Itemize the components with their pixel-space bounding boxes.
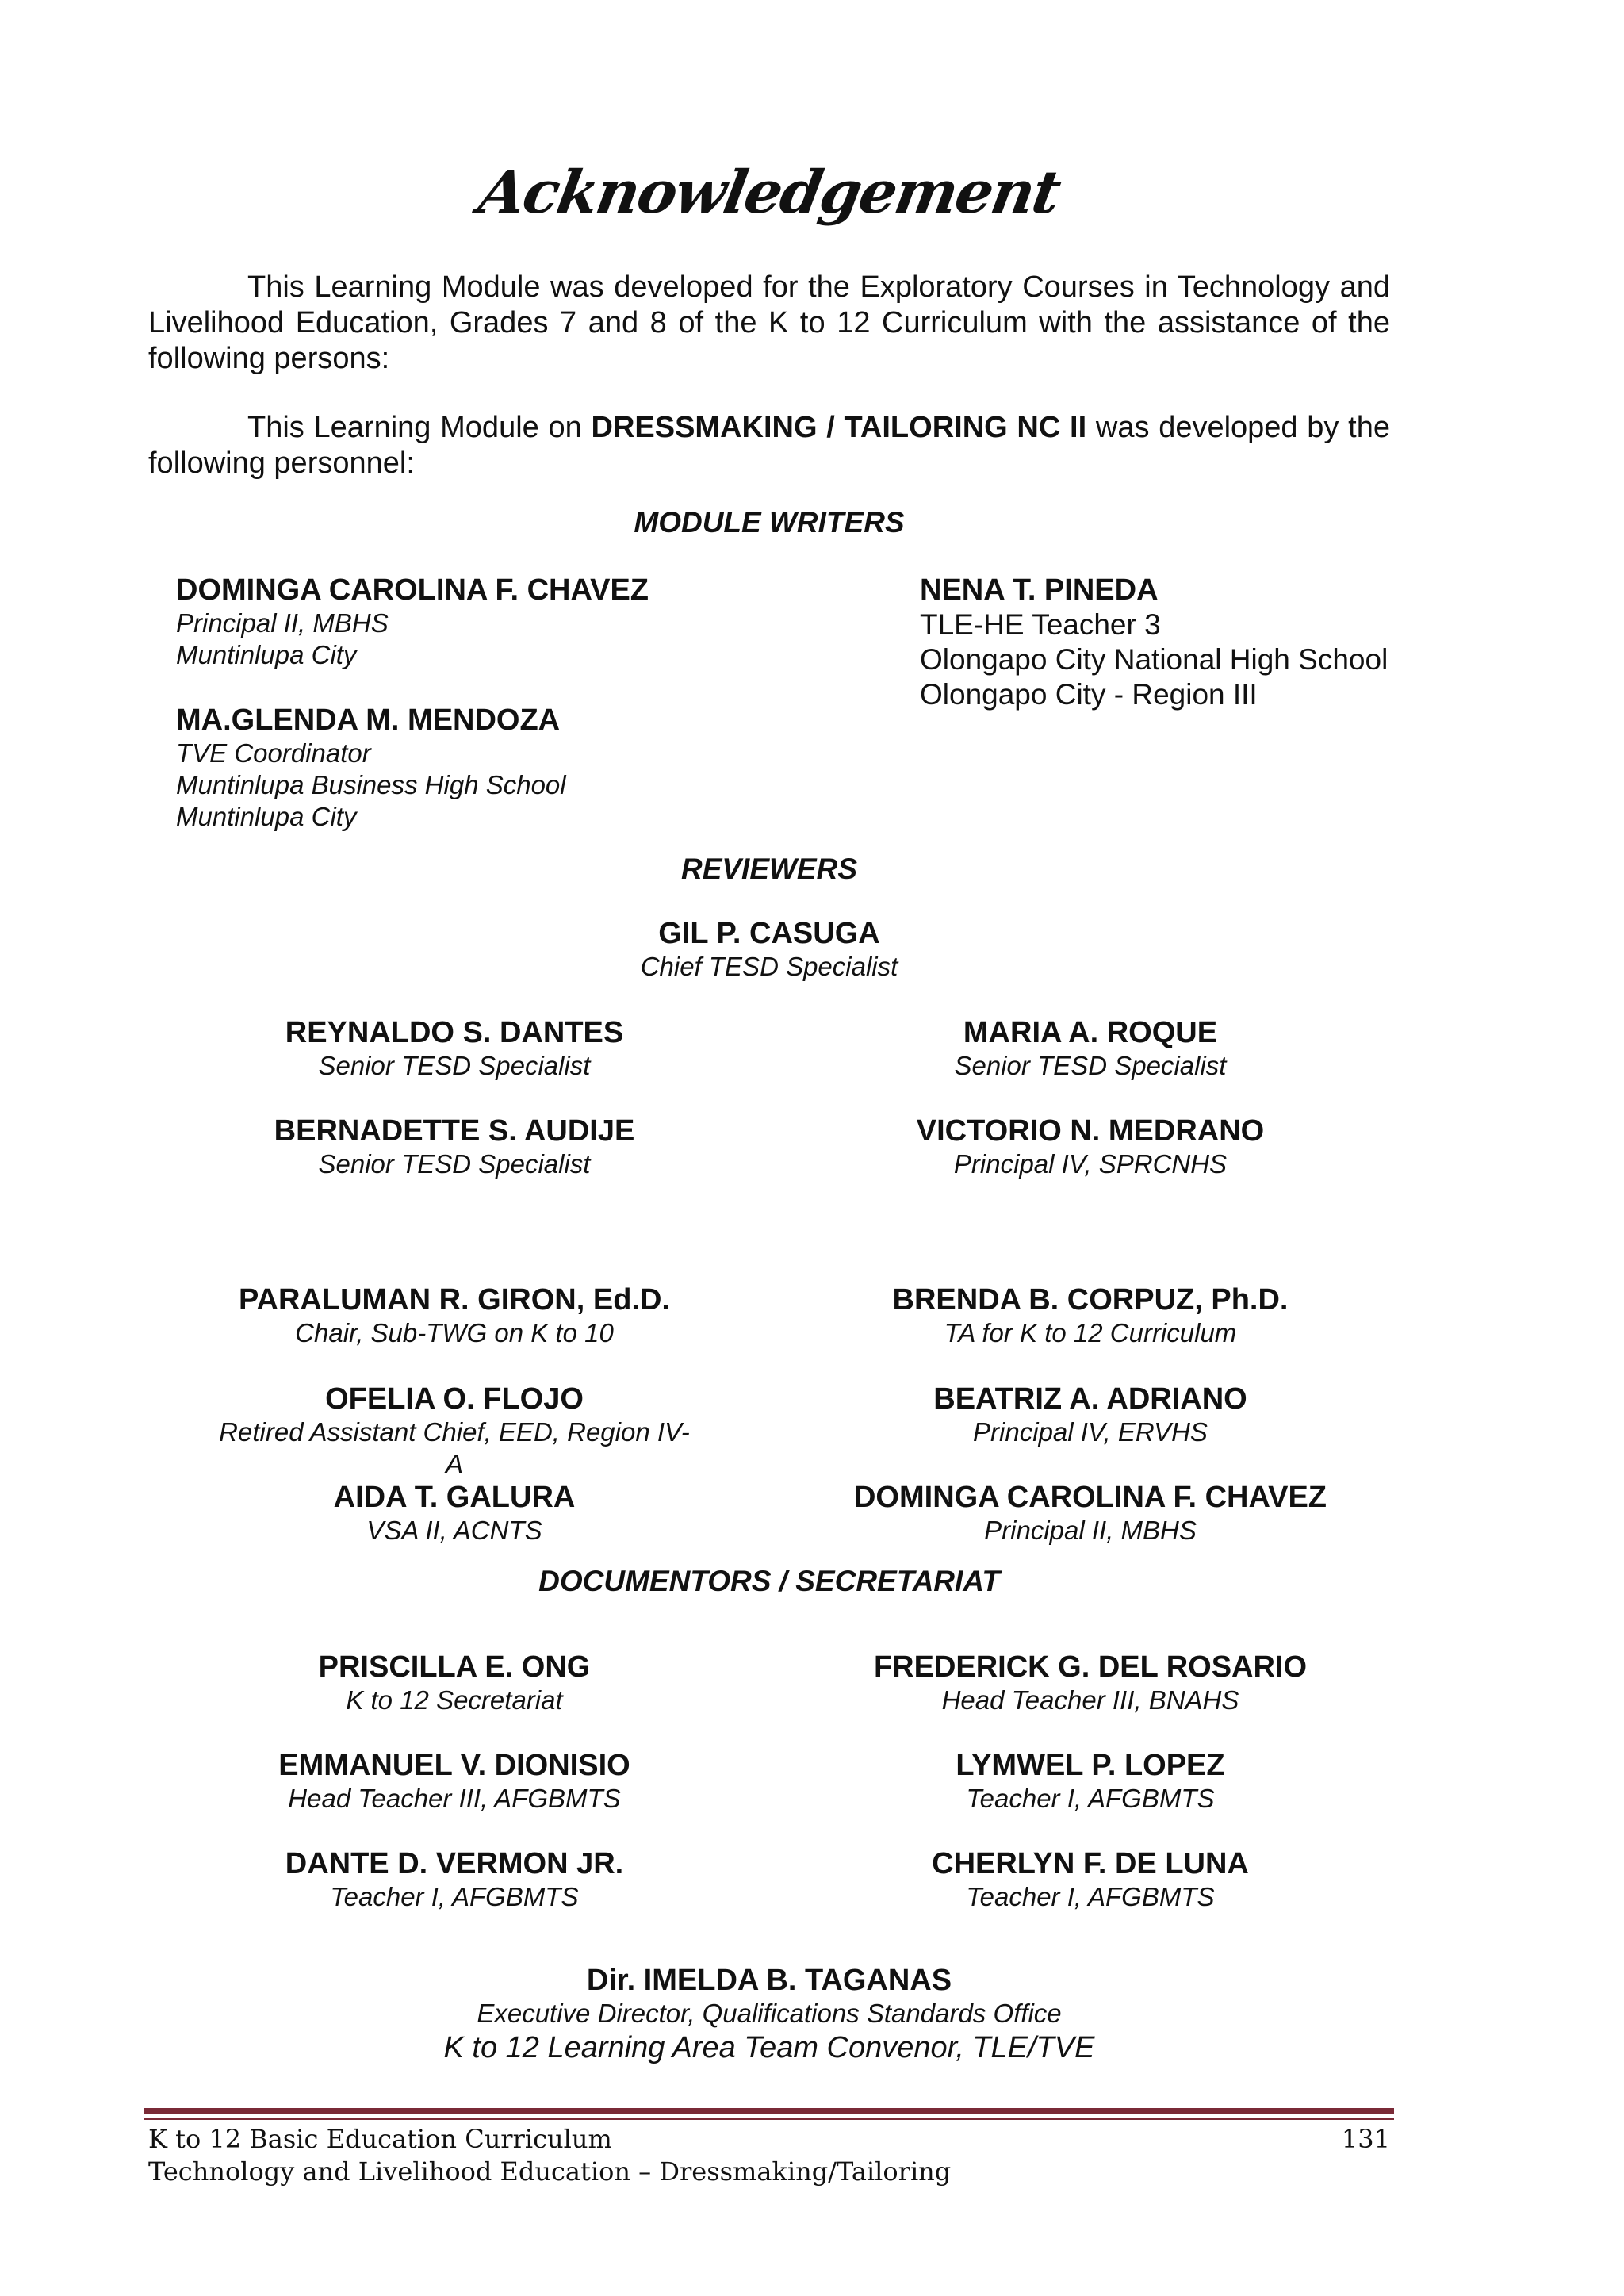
- documentor-name: DANTE D. VERMON JR.: [285, 1847, 624, 1880]
- reviewer-role: Senior TESD Specialist: [318, 1051, 591, 1080]
- reviewer-casuga: [0, 916, 1538, 983]
- consultant-galura: [216, 1480, 692, 1547]
- footer-rule-thin: [144, 2118, 1394, 2120]
- documentor-role: K to 12 Secretariat: [346, 1685, 563, 1715]
- documentor-role: Teacher I, AFGBMTS: [966, 1882, 1215, 1911]
- documentor-del-rosario: [848, 1650, 1332, 1716]
- consultant-name: BRENDA B. CORPUZ, Ph.D.: [892, 1283, 1289, 1317]
- intro-text-2: [148, 410, 1390, 481]
- writer-role: Principal II, MBHS: [176, 608, 389, 638]
- reviewers-heading: REVIEWERS: [680, 853, 858, 885]
- director-name: Dir. IMELDA B. TAGANAS: [586, 1964, 952, 1997]
- consultant-name: AIDA T. GALURA: [333, 1481, 576, 1514]
- intro-text-2-after: was developed by the following personnel:: [148, 411, 1390, 480]
- writer-location: Muntinlupa City: [176, 640, 357, 669]
- writer-name: DOMINGA CAROLINA F. CHAVEZ: [176, 573, 649, 607]
- documentor-role: Teacher I, AFGBMTS: [330, 1882, 579, 1911]
- documentor-name: CHERLYN F. DE LUNA: [932, 1847, 1249, 1880]
- writer-mendoza: [176, 703, 566, 833]
- reviewer-dantes: [216, 1015, 692, 1082]
- page-title: Acknowledgement: [473, 159, 1065, 227]
- reviewer-role: Senior TESD Specialist: [954, 1051, 1227, 1080]
- writer-chavez: [176, 573, 649, 671]
- reviewer-medrano: [848, 1114, 1332, 1180]
- writer-location: Olongapo City - Region III: [920, 678, 1258, 711]
- writer-role: TVE Coordinator: [176, 738, 371, 768]
- reviewer-roque: [848, 1015, 1332, 1082]
- documentor-ong: [216, 1650, 692, 1716]
- documentor-name: PRISCILLA E. ONG: [318, 1650, 591, 1684]
- writer-school: Olongapo City National High School: [920, 643, 1388, 676]
- module-writers-heading: MODULE WRITERS: [634, 506, 905, 539]
- consultant-name: BEATRIZ A. ADRIANO: [933, 1382, 1247, 1416]
- reviewer-name: GIL P. CASUGA: [658, 917, 880, 950]
- footer-rule: [144, 2108, 1394, 2114]
- consultant-role: Principal II, MBHS: [984, 1516, 1197, 1545]
- documentor-lopez: [848, 1748, 1332, 1815]
- writer-pineda: [920, 573, 1388, 712]
- consultant-role: Chair, Sub-TWG on K to 10: [295, 1318, 614, 1347]
- documentor-name: LYMWEL P. LOPEZ: [956, 1749, 1225, 1782]
- writer-name: NENA T. PINEDA: [920, 573, 1159, 607]
- documentor-role: Teacher I, AFGBMTS: [966, 1784, 1215, 1813]
- documentor-name: EMMANUEL V. DIONISIO: [278, 1749, 630, 1782]
- consultant-role: Principal IV, ERVHS: [973, 1417, 1208, 1447]
- reviewer-name: BERNADETTE S. AUDIJE: [274, 1114, 635, 1148]
- consultant-adriano: [848, 1382, 1332, 1448]
- consultant-giron: [216, 1282, 692, 1349]
- director-role-convenor: K to 12 Learning Area Team Convenor, TLE/TVE: [443, 2031, 1095, 2064]
- page-number: 131: [1341, 2124, 1390, 2154]
- reviewer-name: MARIA A. ROQUE: [963, 1016, 1218, 1049]
- writer-role: TLE-HE Teacher 3: [920, 608, 1161, 641]
- reviewer-name: REYNALDO S. DANTES: [285, 1016, 624, 1049]
- consultant-flojo: [216, 1382, 692, 1480]
- documentor-role: Head Teacher III, AFGBMTS: [288, 1784, 621, 1813]
- writer-school: Muntinlupa Business High School: [176, 770, 566, 799]
- intro-paragraph-2: [148, 410, 1390, 481]
- director-block: [0, 1963, 1538, 2066]
- consultant-chavez: [848, 1480, 1332, 1547]
- director-role: Executive Director, Qualifications Standards Office: [477, 1999, 1062, 2028]
- consultant-role: Retired Assistant Chief, EED, Region IV-A: [219, 1417, 690, 1478]
- consultant-name: DOMINGA CAROLINA F. CHAVEZ: [853, 1481, 1327, 1514]
- footer-line-2: Technology and Livelihood Education – Dressmaking/Tailoring: [148, 2156, 952, 2187]
- documentor-name: FREDERICK G. DEL ROSARIO: [873, 1650, 1308, 1684]
- consultant-name: OFELIA O. FLOJO: [325, 1382, 584, 1416]
- module-name: DRESSMAKING / TAILORING NC II: [591, 411, 1087, 444]
- intro-paragraph-1: [148, 270, 1390, 377]
- reviewer-name: VICTORIO N. MEDRANO: [916, 1114, 1265, 1148]
- consultant-role: VSA II, ACNTS: [366, 1516, 542, 1545]
- documentor-role: Head Teacher III, BNAHS: [941, 1685, 1239, 1715]
- intro-text-1: This Learning Module was developed for the Exploratory Courses in Technology and Livelihood Education, Grades 7 and 8 of the K to 12 Curriculum with the assistance of the following persons:: [148, 270, 1390, 375]
- consultant-role: TA for K to 12 Curriculum: [944, 1318, 1237, 1347]
- documentor-de-luna: [848, 1846, 1332, 1913]
- documentor-vermon: [216, 1846, 692, 1913]
- intro-text-2-before: This Learning Module on: [247, 411, 592, 444]
- writer-location: Muntinlupa City: [176, 802, 357, 831]
- consultant-corpuz: [848, 1282, 1332, 1349]
- reviewer-audije: [216, 1114, 692, 1180]
- consultant-name: PARALUMAN R. GIRON, Ed.D.: [239, 1283, 670, 1317]
- reviewer-role: Chief TESD Specialist: [640, 952, 898, 981]
- documentors-heading: DOCUMENTORS / SECRETARIAT: [538, 1565, 1000, 1597]
- reviewer-role: Senior TESD Specialist: [318, 1149, 591, 1179]
- documentor-dionisio: [216, 1748, 692, 1815]
- reviewer-role: Principal IV, SPRCNHS: [953, 1149, 1228, 1179]
- footer-line-1: K to 12 Basic Education Curriculum: [148, 2124, 612, 2154]
- writer-name: MA.GLENDA M. MENDOZA: [176, 703, 561, 737]
